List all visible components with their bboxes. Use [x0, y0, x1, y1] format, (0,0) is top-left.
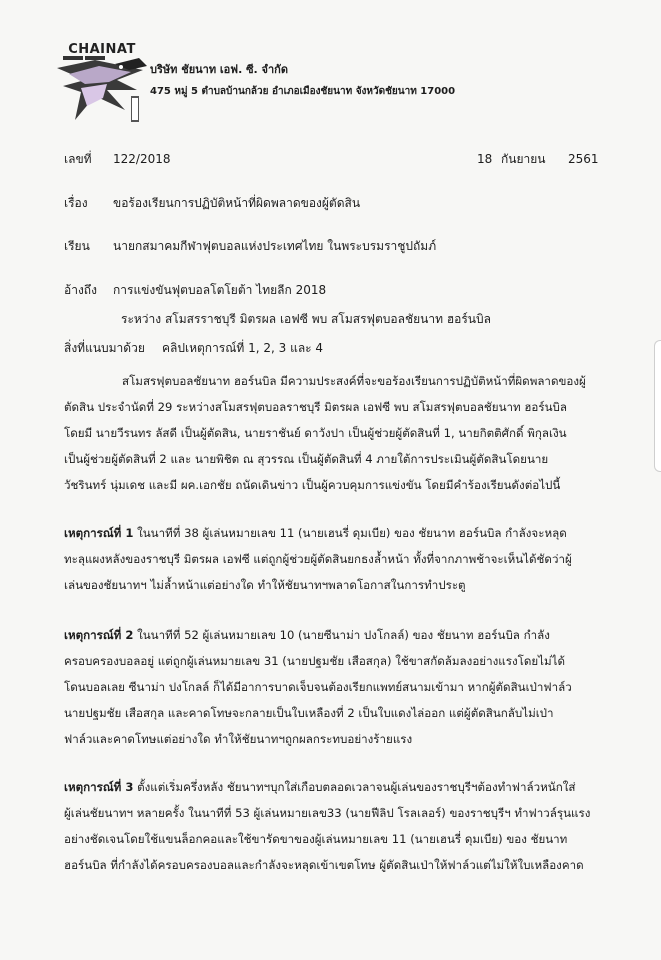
attachment-text: คลิปเหตุการณ์ที่ 1, 2, 3 และ 4: [162, 341, 324, 355]
date-month: กันยายน: [501, 152, 546, 166]
incident-line: เล่นของชัยนาทฯ ไม่ล้ำหน้าแต่อย่างใด ทำให้ชัยนาทฯพลาดโอกาสในการทำประตู: [64, 578, 466, 592]
company-address: 475 หมู่ 5 ตำบลบ้านกล้วย อำเภอเมืองชัยนาท จังหวัดชัยนาท 17000: [150, 86, 456, 97]
incident-label: เหตุการณ์ที่ 3: [64, 780, 134, 794]
date-year: 2561: [568, 152, 599, 166]
reference-text: การแข่งขันฟุตบอลโตโยต้า ไทยลีก 2018: [113, 283, 327, 297]
incident-line: ทะลุแผงหลังของราชบุรี มิตรผล เอฟซี แต่ถูกผู้ช่วยผู้ตัดสินยกธงล้ำหน้า ทั้งที่จากภาพช้าจะเห็นได้ชัดว่าผู้: [64, 552, 572, 566]
company-name: บริษัท ชัยนาท เอฟ. ซี. จำกัด: [150, 63, 288, 76]
club-logo: [55, 40, 150, 132]
intro-line: เป็นผู้ช่วยผู้ตัดสินที่ 2 และ นายพิชิต ณ สุวรรณ เป็นผู้ตัดสินที่ 4 ภายใต้การประเมินผู้ตัดสินโดยนาย: [64, 452, 549, 466]
subject-text: ขอร้องเรียนการปฏิบัติหน้าที่ผิดพลาดของผู้ตัดสิน: [113, 196, 361, 210]
incident-line: ครอบครองบอลอยู่ แต่ถูกผู้เล่นหมายเลข 31 (นายปฐมชัย เสือสกุล) ใช้ขาสกัดล้มลงอย่างแรงโดยไม่ได้: [64, 654, 565, 668]
scroll-edge-handle[interactable]: [654, 340, 661, 472]
incident-line: นายปฐมชัย เสือสกุล และคาดโทษจะกลายเป็นใบเหลืองที่ 2 เป็นใบแดงไล่ออก แต่ผู้ตัดสินกลับไม่เป่า: [64, 706, 554, 720]
incident-line: ผู้เล่นชัยนาทฯ หลายครั้ง ในนาทีที่ 53 ผู้เล่นหมายเลข33 (นายฟีลิป โรลเลอร์) ของราชบุรีฯ ทำฟาวล์รุนแรง: [64, 806, 591, 820]
intro-line: สโมสรฟุตบอลชัยนาท ฮอร์นบิล มีความประสงค์ที่จะขอร้องเรียนการปฏิบัติหน้าที่ผิดพลาดของผู้: [122, 374, 586, 388]
reference-match: ระหว่าง สโมสรราชบุรี มิตรผล เอฟซี พบ สโมสรฟุตบอลชัยนาท ฮอร์นบิล: [121, 312, 491, 326]
subject-label: เรื่อง: [64, 196, 88, 210]
incident-3: [64, 774, 604, 878]
intro-line: วัชรินทร์ นุ่มเดช และมี ผค.เอกชัย ถนัดเดินข่าว เป็นผู้ควบคุมการแข่งขัน โดยมีคำร้องเรียนดังต่อไปนี้: [64, 478, 561, 492]
reference-label: อ้างถึง: [64, 283, 97, 297]
incident-line: ฟาล์วและคาดโทษแต่อย่างใด ทำให้ชัยนาทฯถูกผลกระทบอย่างร้ายแรง: [64, 732, 413, 746]
intro-line: ตัดสิน ประจำนัดที่ 29 ระหว่างสโมสรฟุตบอลราชบุรี มิตรผล เอฟซี พบ สโมสรฟุตบอลชัยนาท ฮอร์นบิล: [64, 400, 568, 414]
intro-line: โดยมี นายวีรนทร ลัสดี เป็นผู้ตัดสิน, นายราชันย์ ดาวังปา เป็นผู้ช่วยผู้ตัดสินที่ 1, นายกิตติศักดิ์ พิกุลเงิน: [64, 426, 567, 440]
date-day: 18: [477, 152, 493, 166]
ref-label: เลขที่: [64, 152, 92, 166]
recipient-text: นายกสมาคมกีฬาฟุตบอลแห่งประเทศไทย ในพระบรมราชูปถัมภ์: [113, 239, 437, 253]
incident-line: ฮอร์นบิล ที่กำลังได้ครอบครองบอลและกำลังจะหลุดเข้าเขตโทษ ผู้ตัดสินเป่าให้ฟาล์วแต่ไม่ให้ใบเหลืองคาด: [64, 858, 584, 872]
incident-1: [64, 520, 604, 598]
incident-line: ตั้งแต่เริ่มครึ่งหลัง ชัยนาทฯบุกใส่เกือบตลอดเวลาจนผู้เล่นของราชบุรีฯต้องทำฟาล์วหนักใส่: [137, 780, 576, 794]
ref-number: 122/2018: [113, 152, 171, 166]
incident-line: ในนาทีที่ 52 ผู้เล่นหมายเลข 10 (นายซีนาม่า ปงโกลล์) ของ ชัยนาท ฮอร์นบิล กำลัง: [137, 628, 550, 642]
intro-paragraph: [64, 368, 604, 498]
incident-label: เหตุการณ์ที่ 1: [64, 526, 134, 540]
incident-label: เหตุการณ์ที่ 2: [64, 628, 134, 642]
logo-wordmark: CHAINAT: [68, 42, 136, 57]
attachment-label: สิ่งที่แนบมาด้วย: [64, 341, 145, 355]
incident-line: อย่างชัดเจนโดยใช้แขนล็อกคอและใช้ขารัดขาของผู้เล่นหมายเลข 11 (นายเฮนรี่ ดุมเบีย) ของ ชัยนาท: [64, 832, 568, 846]
recipient-label: เรียน: [64, 239, 90, 253]
incident-line: โดนบอลเลย ซีนาม่า ปงโกลล์ ก็ได้มีอาการบาดเจ็บจนต้องเรียกแพทย์สนามเข้ามา หากผู้ตัดสินเป่าฟาล์ว: [64, 680, 572, 694]
incident-2: [64, 622, 604, 752]
incident-line: ในนาทีที่ 38 ผู้เล่นหมายเลข 11 (นายเฮนรี่ ดุมเบีย) ของ ชัยนาท ฮอร์นบิล กำลังจะหลุด: [137, 526, 567, 540]
